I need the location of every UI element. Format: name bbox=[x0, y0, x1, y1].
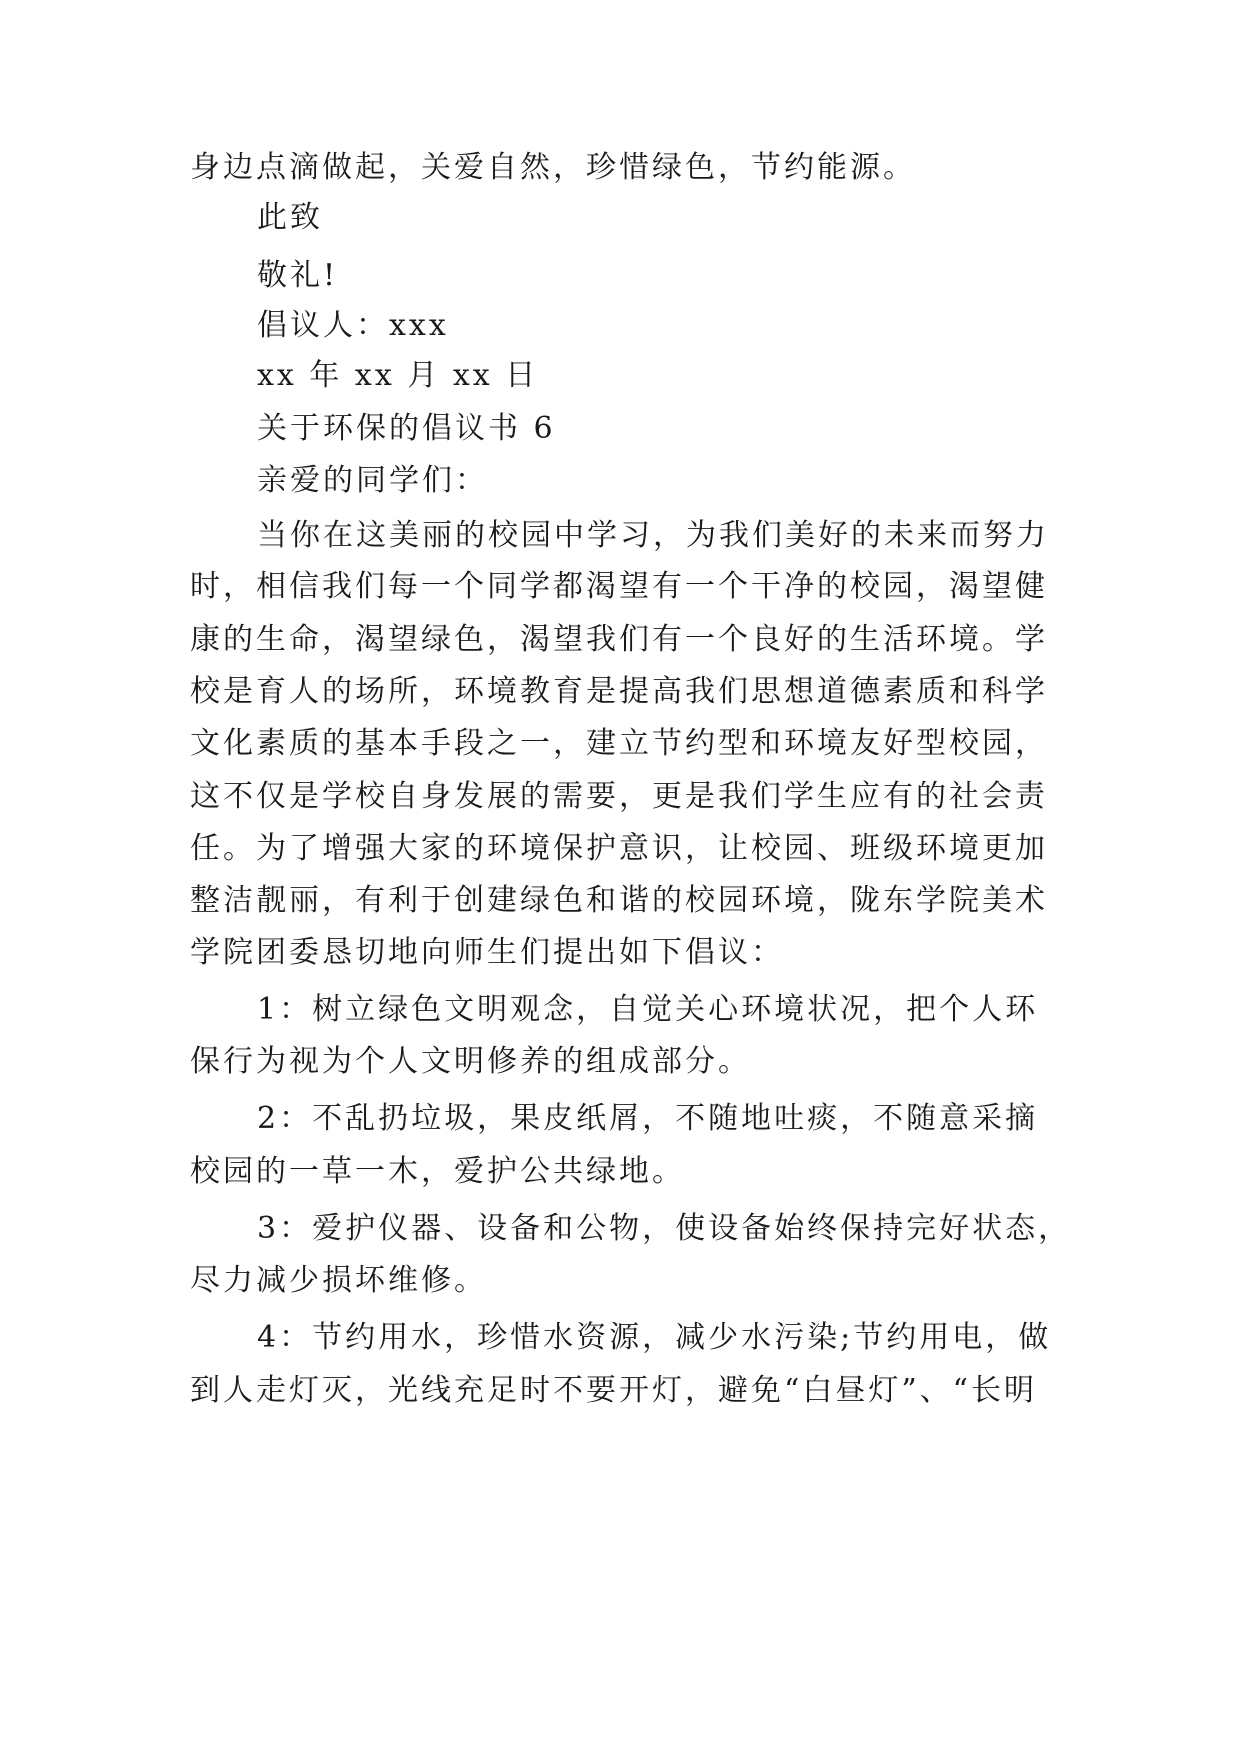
date-line: xx 年 xx 月 xx 日 bbox=[257, 358, 539, 393]
paragraph-line: 尽力减少损坏维修。 bbox=[190, 1263, 487, 1298]
paragraph-line: 文化素质的基本手段之一，建立节约型和环境友好型校园， bbox=[190, 726, 1048, 761]
paragraph-line: 康的生命，渴望绿色，渴望我们有一个良好的生活环境。学 bbox=[190, 622, 1048, 657]
paragraph-line: 校园的一草一木，爱护公共绿地。 bbox=[190, 1154, 685, 1189]
paragraph-line: 整洁靓丽，有利于创建绿色和谐的校园环境，陇东学院美术 bbox=[190, 883, 1048, 918]
proposal-item-2: 2：不乱扔垃圾，果皮纸屑，不随地吐痰，不随意采摘 bbox=[257, 1101, 1039, 1136]
paragraph-line: 这不仅是学校自身发展的需要，更是我们学生应有的社会责 bbox=[190, 779, 1048, 814]
paragraph-line: 当你在这美丽的校园中学习，为我们美好的未来而努力 bbox=[257, 518, 1049, 553]
paragraph-line: 校是育人的场所，环境教育是提高我们思想道德素质和科学 bbox=[190, 674, 1048, 709]
paragraph-line: 学院团委恳切地向师生们提出如下倡议： bbox=[190, 935, 784, 970]
proposal-item-4: 4：节约用水，珍惜水资源，减少水污染;节约用电，做 bbox=[257, 1320, 1052, 1355]
greeting-line: 亲爱的同学们： bbox=[257, 463, 488, 498]
closing-salutation: 此致 bbox=[257, 200, 323, 235]
signature-line: 倡议人：xxx bbox=[257, 308, 449, 343]
closing-regards: 敬礼! bbox=[257, 258, 339, 293]
proposal-item-1: 1：树立绿色文明观念，自觉关心环境状况，把个人环 bbox=[257, 992, 1039, 1027]
paragraph-line: 保行为视为个人文明修养的组成部分。 bbox=[190, 1044, 751, 1079]
paragraph-line: 身边点滴做起，关爱自然，珍惜绿色，节约能源。 bbox=[190, 150, 916, 185]
paragraph-line: 到人走灯灭，光线充足时不要开灯，避免“白昼灯”、“长明 bbox=[190, 1373, 1038, 1408]
section-title: 关于环保的倡议书 6 bbox=[257, 411, 556, 446]
paragraph-line: 任。为了增强大家的环境保护意识，让校园、班级环境更加 bbox=[190, 831, 1048, 866]
paragraph-line: 时，相信我们每一个同学都渴望有一个干净的校园，渴望健 bbox=[190, 569, 1048, 604]
proposal-item-3: 3：爱护仪器、设备和公物，使设备始终保持完好状态， bbox=[257, 1211, 1072, 1246]
